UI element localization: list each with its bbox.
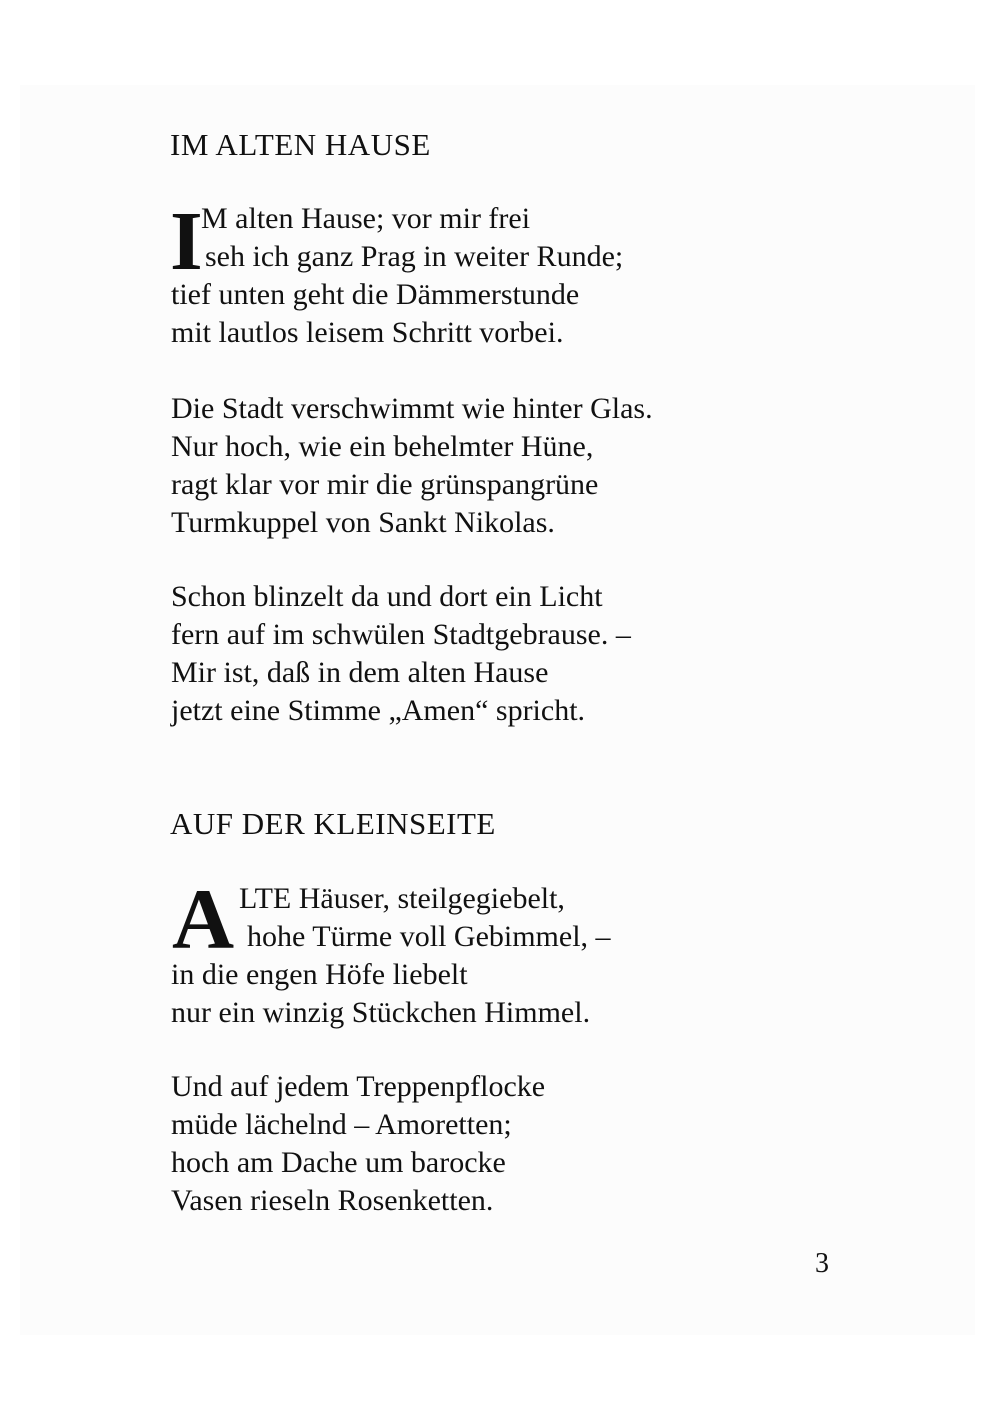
verse-line: Und auf jedem Treppenpflocke: [171, 1070, 546, 1103]
poem-title: AUF DER KLEINSEITE: [170, 806, 496, 841]
page-number: 3: [815, 1248, 829, 1279]
verse-line: tief unten geht die Dämmerstunde: [171, 278, 580, 311]
verse-line: mit lautlos leisem Schritt vorbei.: [171, 316, 564, 349]
stanza: [171, 390, 653, 542]
verse-line: in die engen Höfe liebelt: [171, 958, 468, 991]
verse-line: Schon blinzelt da und dort ein Licht: [171, 580, 603, 613]
drop-cap: A: [172, 871, 235, 967]
verse-line: ragt klar vor mir die grünspangrüne: [171, 468, 599, 501]
drop-cap: I: [170, 195, 203, 288]
poem-title: IM ALTEN HAUSE: [170, 127, 431, 162]
stanza: [171, 578, 631, 730]
verse-line: LTE Häuser, steilgegiebelt,: [239, 882, 565, 915]
verse-line: hoch am Dache um barocke: [171, 1146, 506, 1179]
verse-line: hohe Türme voll Gebimmel, –: [247, 920, 611, 953]
stanza: [171, 880, 611, 1032]
verse-line: jetzt eine Stimme „Amen“ spricht.: [171, 694, 586, 727]
verse-line: Nur hoch, wie ein behelmter Hüne,: [171, 430, 594, 463]
verse-line: nur ein winzig Stückchen Himmel.: [171, 996, 591, 1029]
verse-line: fern auf im schwülen Stadtgebrause. –: [171, 618, 631, 651]
verse-line: müde lächelnd – Amoretten;: [171, 1108, 512, 1141]
verse-line: Die Stadt verschwimmt wie hinter Glas.: [171, 392, 653, 425]
verse-line: Turmkuppel von Sankt Nikolas.: [171, 506, 555, 539]
verse-line: Mir ist, daß in dem alten Hause: [171, 656, 549, 689]
stanza: [171, 1068, 545, 1220]
verse-line: Vasen rieseln Rosenketten.: [171, 1184, 494, 1217]
stanza: [170, 195, 624, 352]
verse-line: M alten Hause; vor mir frei: [201, 202, 531, 235]
verse-line: seh ich ganz Prag in weiter Runde;: [205, 240, 624, 273]
